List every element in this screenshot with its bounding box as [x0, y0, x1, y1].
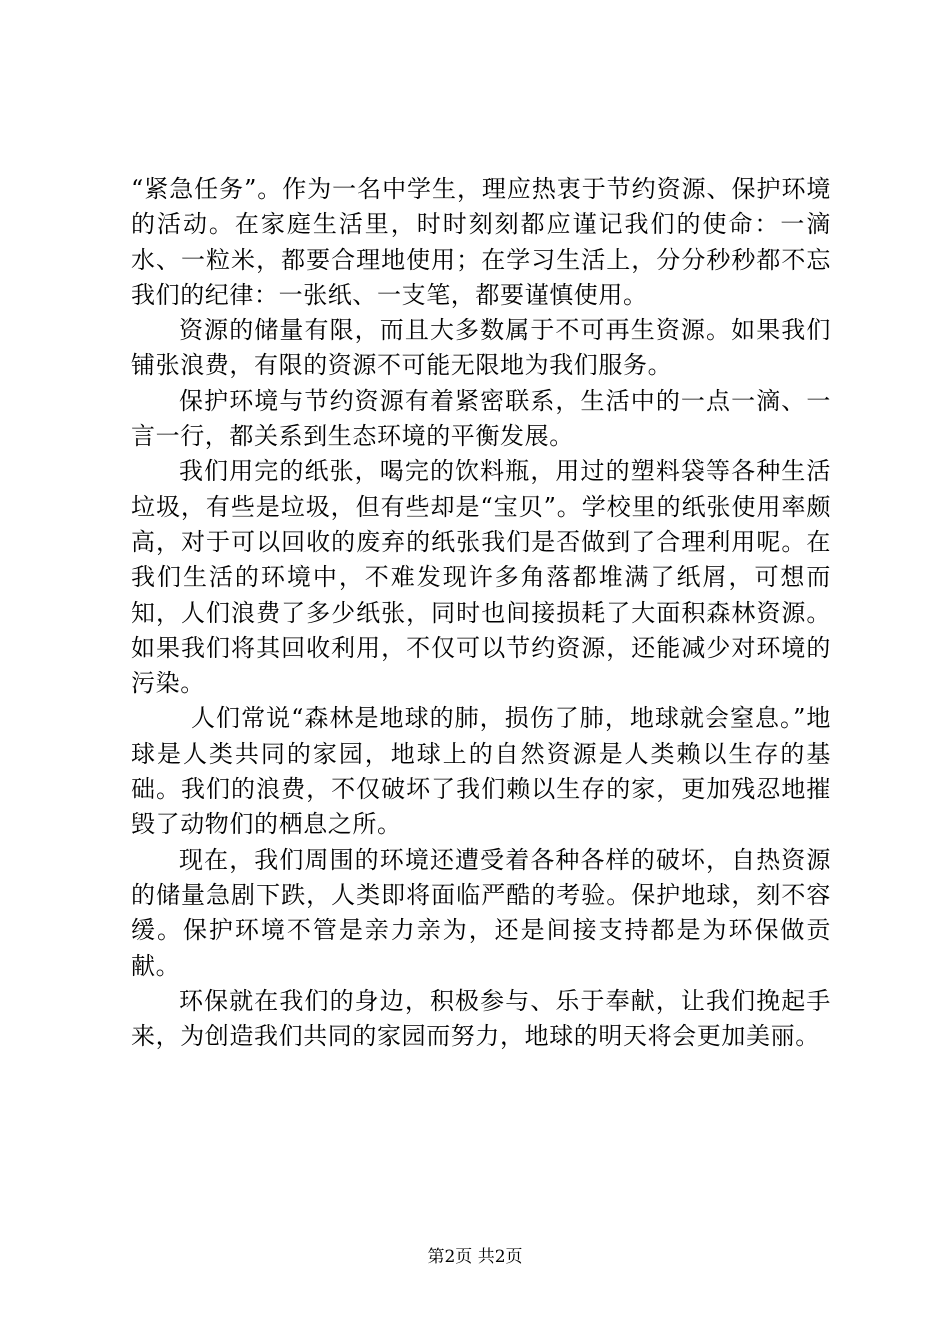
paragraph-6: 现在，我们周围的环境还遭受着各种各样的破坏，自热资源的储量急剧下跌，人类即将面临严酷的考验。保护地球，刻不容缓。保护环境不管是亲力亲为，还是间接支持都是为环保做贡献。	[131, 845, 831, 980]
paragraph-7: 环保就在我们的身边，积极参与、乐于奉献，让我们挽起手来，为创造我们共同的家园而努力，地球的明天将会更加美丽。	[131, 986, 831, 1051]
paragraph-2: 资源的储量有限，而且大多数属于不可再生资源。如果我们铺张浪费，有限的资源不可能无限地为我们服务。	[131, 316, 831, 380]
paragraph-4: 我们用完的纸张，喝完的饮料瓶，用过的塑料袋等各种生活垃圾，有些是垃圾，但有些却是“宝贝”。学校里的纸张使用率颇高，对于可以回收的废弃的纸张我们是否做到了合理利用呢。在我们生活的环境中，不难发现许多角落都堆满了纸屑，可想而知，人们浪费了多少纸张，同时也间接损耗了大面积森林资源。如果我们将其回收利用，不仅可以节约资源，还能减少对环境的污染。	[131, 457, 831, 698]
paragraph-1: “紧急任务”。作为一名中学生，理应热衷于节约资源、保护环境的活动。在家庭生活里，时时刻刻都应谨记我们的使命：一滴水、一粒米，都要合理地使用；在学习生活上，分分秒秒都不忘我们的纪律：一张纸、一支笔，都要谨慎使用。	[131, 175, 831, 309]
page-number-footer: 第2页 共2页	[427, 1247, 523, 1267]
paragraph-5: 人们常说“森林是地球的肺，损伤了肺，地球就会窒息。”地球是人类共同的家园，地球上的自然资源是人类赖以生存的基础。我们的浪费，不仅破坏了我们赖以生存的家，更加残忍地摧毁了动物们的栖息之所。	[131, 704, 831, 839]
document-body	[131, 172, 831, 1054]
paragraph-3: 保护环境与节约资源有着紧密联系，生活中的一点一滴、一言一行，都关系到生态环境的平衡发展。	[131, 386, 831, 451]
